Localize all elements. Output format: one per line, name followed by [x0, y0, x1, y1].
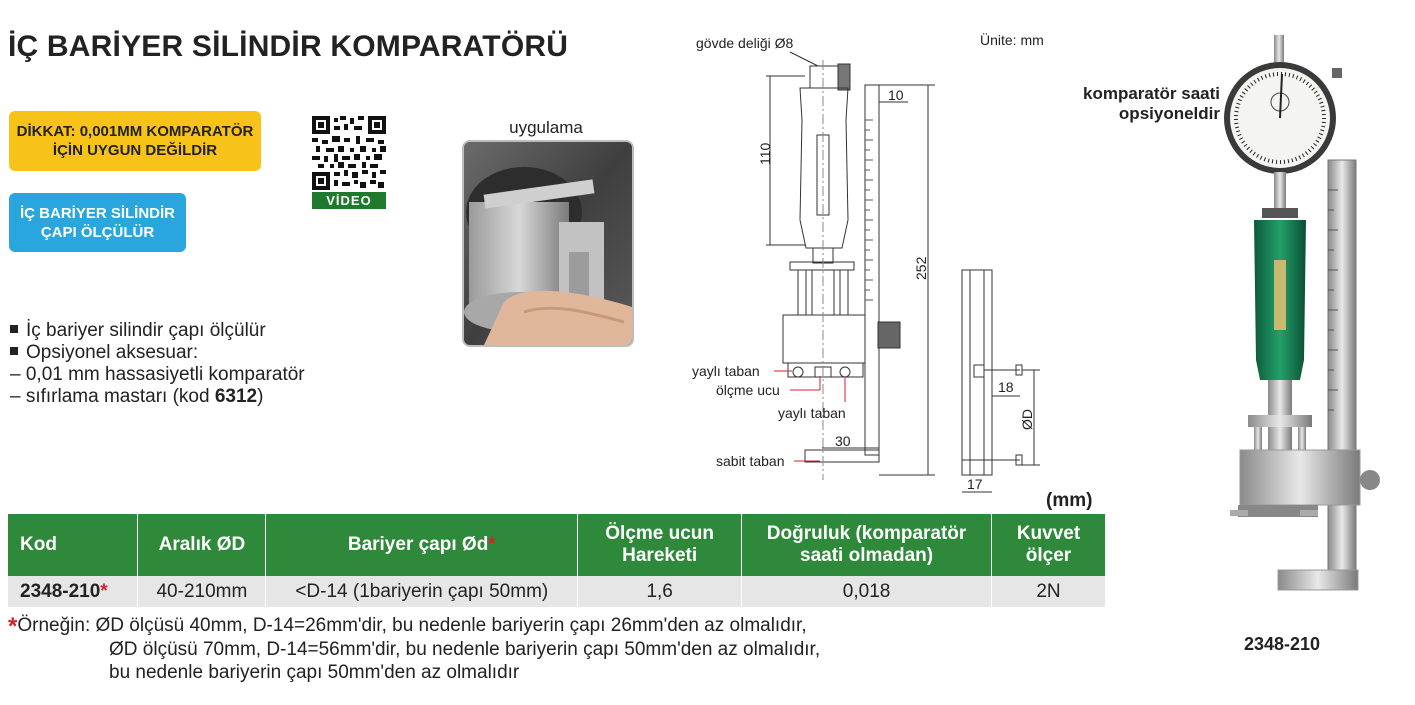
- spec-table: [8, 514, 1106, 607]
- dim-30-label: 30: [835, 433, 851, 449]
- cell-force: 2N: [992, 576, 1106, 607]
- spring-base-label-2: yaylı taban: [778, 405, 846, 421]
- header-force-line-2: ölçer: [1025, 545, 1072, 566]
- dim-17-label: 17: [967, 476, 983, 492]
- optional-line-1: komparatör saati: [1083, 84, 1220, 103]
- footnote-text-2: ØD ölçüsü 70mm, D-14=56mm'dir, bu nedenle bariyerin çapı 50mm'den az olmalıdır,: [109, 639, 821, 660]
- asterisk-icon: *: [100, 580, 108, 602]
- cell-barrier: <D-14 (1bariyerin çapı 50mm): [266, 576, 578, 607]
- footnote-line-3: [8, 661, 820, 684]
- footnote-label: Örneğin:: [17, 615, 91, 636]
- header-barrier: [266, 514, 578, 576]
- info-line-2: ÇAPI ÖLÇÜLÜR: [40, 223, 155, 241]
- accessory-text: – sıfırlama mastarı (kod: [10, 386, 215, 407]
- feature-item: [10, 320, 305, 342]
- dim-110-label: 110: [757, 142, 773, 165]
- header-accuracy-line-2: saati olmadan): [800, 545, 934, 566]
- spring-base-label-1: yaylı taban: [692, 363, 760, 379]
- feature-list: [10, 320, 305, 408]
- dim-od-label: ØD: [1019, 409, 1035, 430]
- header-code: Kod: [8, 514, 138, 576]
- warning-badge: [9, 111, 261, 171]
- feature-text: Opsiyonel aksesuar:: [26, 342, 199, 363]
- technical-drawing: [680, 30, 1110, 500]
- cell-code-text: 2348-210: [20, 580, 101, 602]
- unit-note: Ünite: mm: [980, 32, 1044, 48]
- application-photo: [462, 140, 634, 347]
- footnote-line-1: [8, 614, 820, 638]
- feature-text: İç bariyer silindir çapı ölçülür: [26, 320, 266, 341]
- footnote-text-3: bu nedenle bariyerin çapı 50mm'den az olmalıdır: [109, 662, 520, 683]
- cell-range: 40-210mm: [138, 576, 266, 607]
- accessory-item: [10, 386, 305, 408]
- info-badge: [9, 193, 186, 252]
- measuring-tip-label: ölçme ucu: [716, 382, 780, 398]
- asterisk-icon: *: [8, 613, 18, 640]
- table-row: [8, 576, 1106, 607]
- feature-item: [10, 342, 305, 364]
- accessory-item: [10, 364, 305, 386]
- footnote: [8, 614, 820, 684]
- page-title: İÇ BARİYER SİLİNDİR KOMPARATÖRÜ: [8, 30, 569, 63]
- warning-line-1: DİKKAT: 0,001MM KOMPARATÖR: [16, 123, 254, 140]
- header-accuracy-line-1: Doğruluk (komparatör: [766, 523, 967, 544]
- header-range: Aralık ØD: [138, 514, 266, 576]
- optional-line-2: opsiyoneldir: [1118, 104, 1220, 123]
- accessory-code: 6312: [214, 386, 258, 407]
- header-barrier-text: Bariyer çapı Ød: [347, 534, 489, 555]
- info-line-1: İÇ BARİYER SİLİNDİR: [19, 204, 175, 222]
- body-hole-label: gövde deliği Ø8: [696, 35, 794, 51]
- product-code: 2348-210: [1244, 634, 1321, 654]
- header-stroke-line-2: Hareketi: [622, 545, 698, 566]
- qr-code-icon[interactable]: [312, 116, 386, 190]
- cell-code: [8, 576, 138, 607]
- dim-252-label: 252: [913, 256, 929, 280]
- header-accuracy: [742, 514, 992, 576]
- footnote-text-1: ØD ölçüsü 40mm, D-14=26mm'dir, bu nedenle bariyerin çapı 26mm'den az olmalıdır,: [95, 615, 807, 636]
- header-stroke-line-1: Ölçme ucun: [605, 523, 715, 544]
- table-unit: (mm): [1046, 490, 1093, 511]
- cell-accuracy: 0,018: [742, 576, 992, 607]
- header-force-line-1: Kuvvet: [1016, 523, 1081, 544]
- product-photo: [1210, 30, 1410, 610]
- table-header-row: [8, 514, 1106, 576]
- accessory-text: – 0,01 mm hassasiyetli komparatör: [10, 364, 305, 385]
- accessory-suffix: ): [257, 386, 264, 407]
- optional-note: [1060, 84, 1220, 124]
- video-label[interactable]: VİDEO: [312, 192, 386, 209]
- dim-18-label: 18: [998, 379, 1014, 395]
- header-force: [992, 514, 1106, 576]
- footnote-line-2: [8, 638, 820, 661]
- fixed-base-label: sabit taban: [716, 453, 785, 469]
- cell-stroke: 1,6: [578, 576, 742, 607]
- warning-line-2: İÇİN UYGUN DEĞİLDİR: [52, 142, 218, 159]
- asterisk-icon: *: [488, 534, 496, 555]
- application-label: uygulama: [509, 118, 583, 137]
- dim-10-label: 10: [888, 87, 904, 103]
- header-stroke: [578, 514, 742, 576]
